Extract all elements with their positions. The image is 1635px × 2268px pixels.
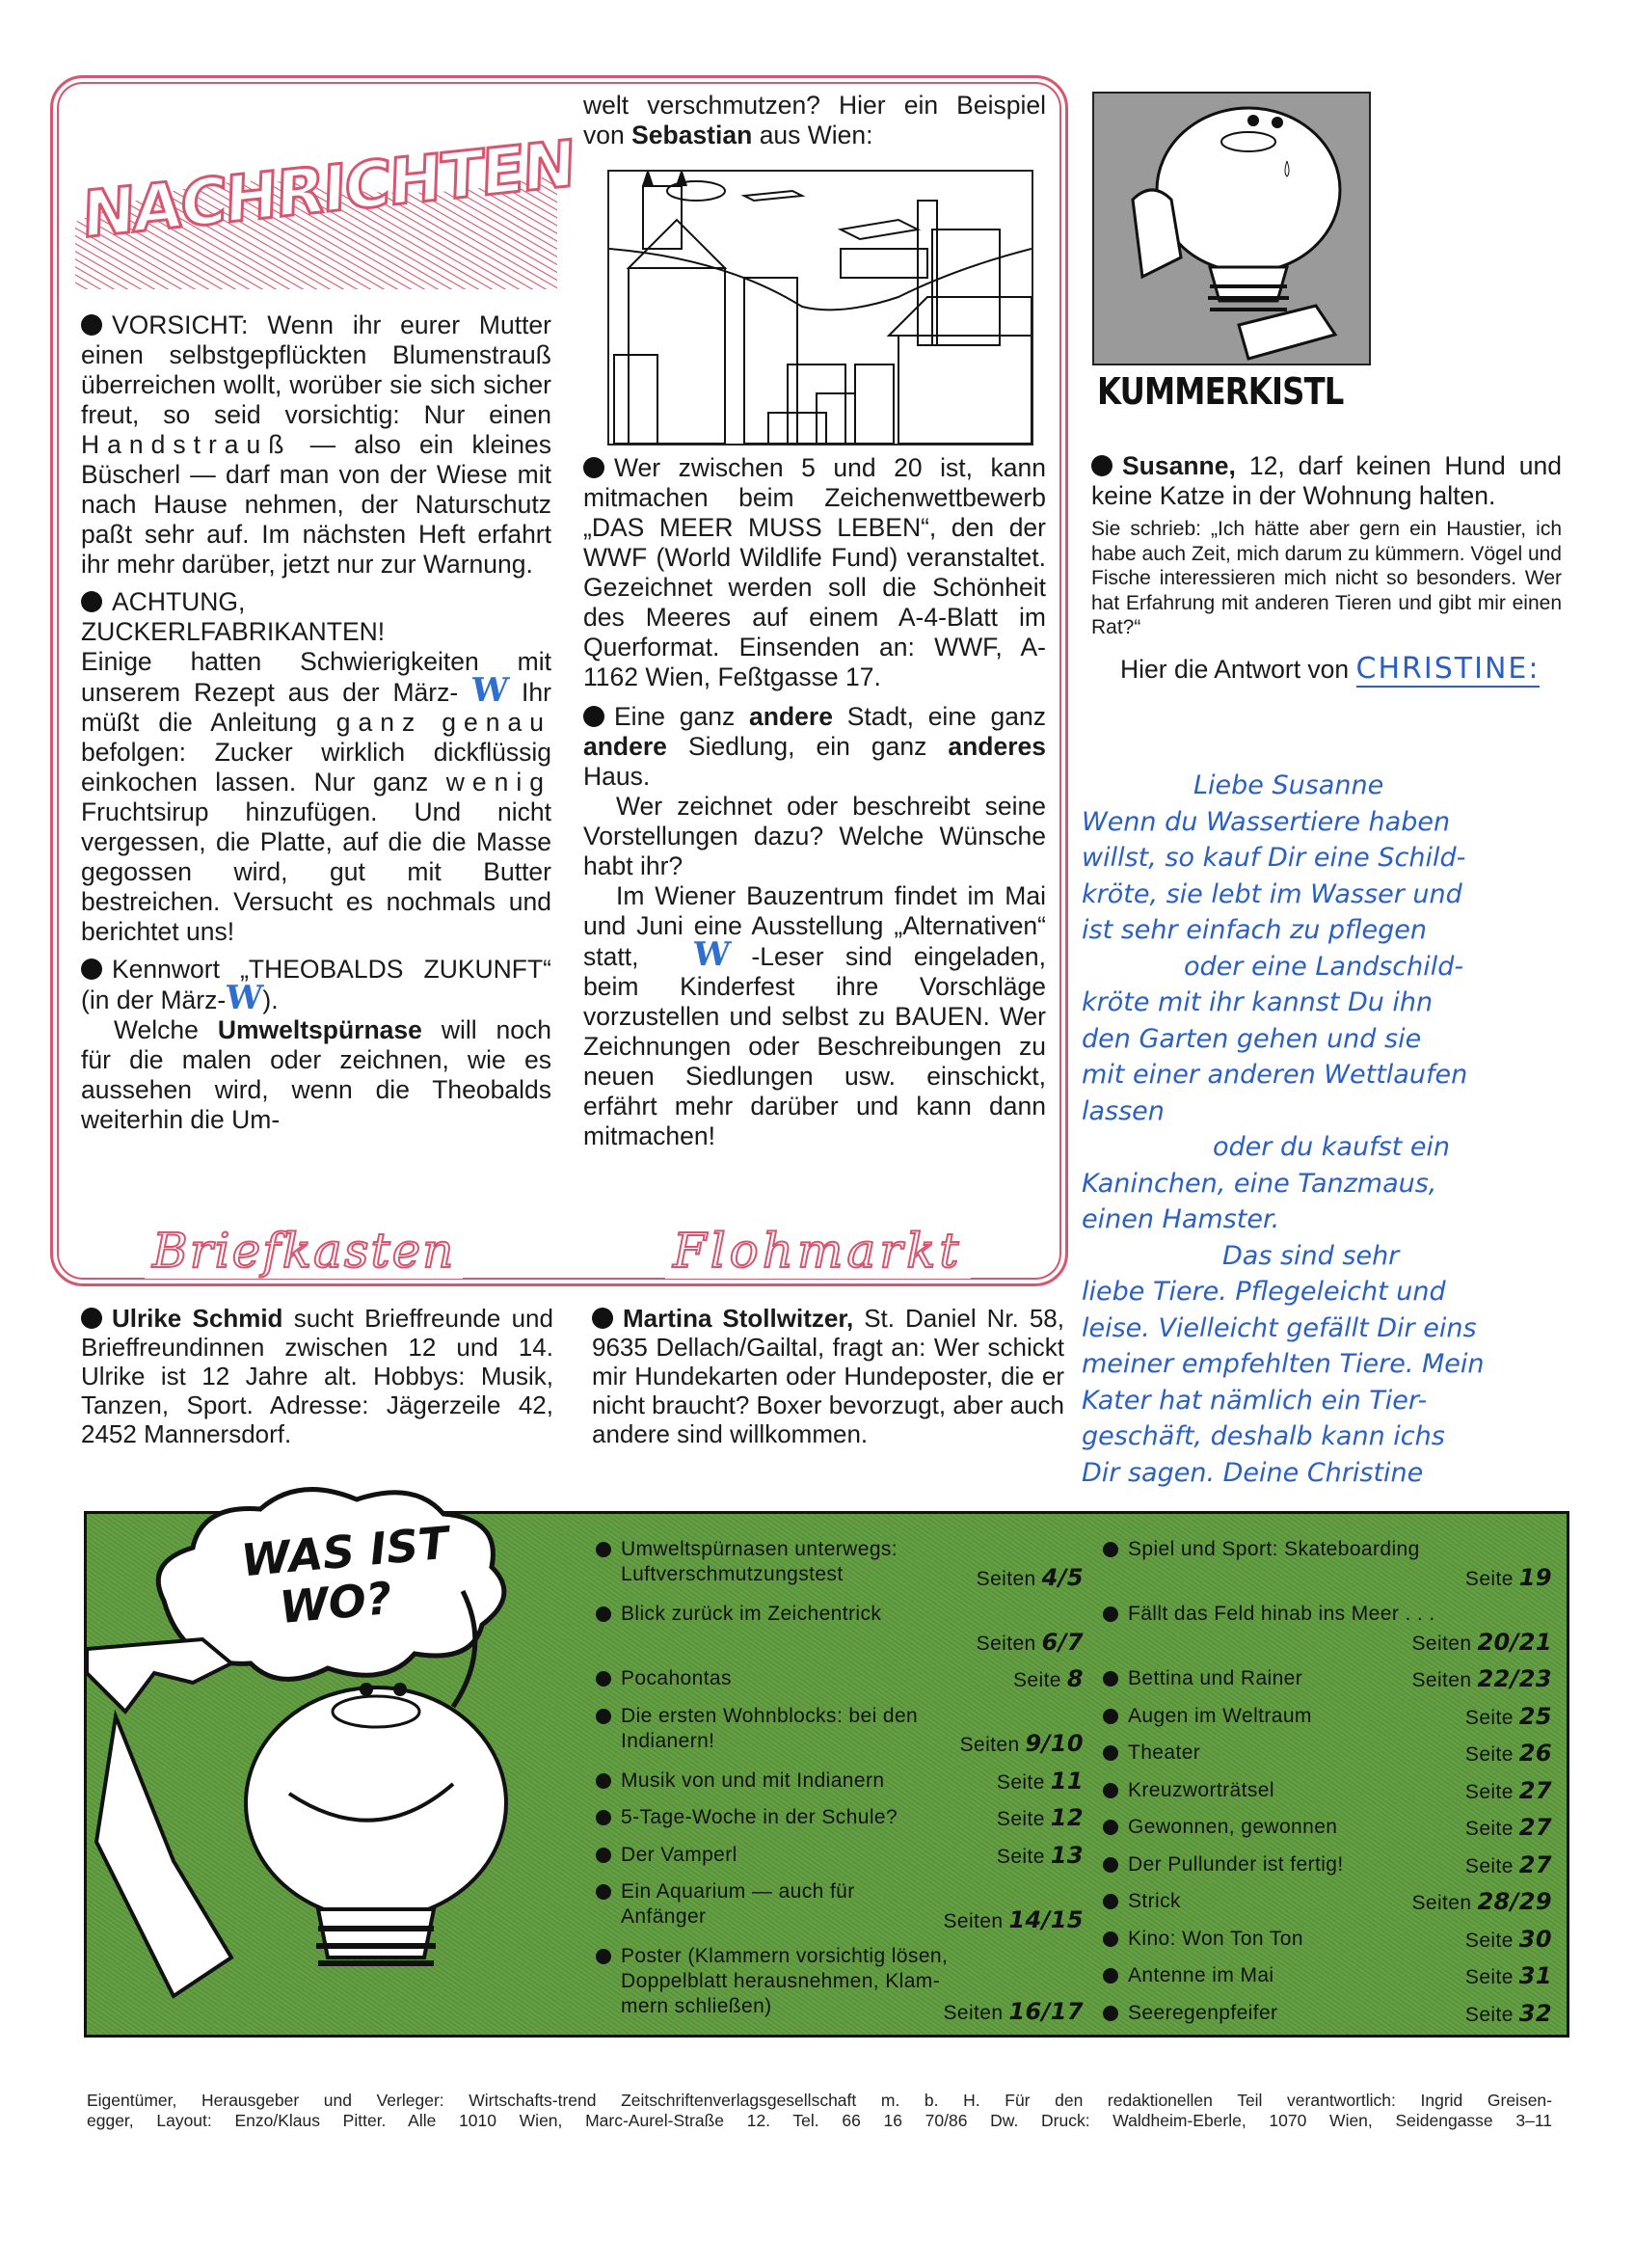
toc-entry-title: Antenne im Mai <box>1128 1964 1274 1986</box>
wwf-item: Wer zwischen 5 und 20 ist, kann mitmachen beim Zeichenwettbewerb „DAS MEER MUSS LEBEN“, den der WWF (World Wildlife Fund) veranstaltet. Gezeichnet werden soll die Schönheit des Meeres auf einem A-4-Blatt im Querformat. Einsenden an: WWF, A-1162 Wien, Feßtgasse 17. <box>583 453 1046 691</box>
toc-page-label: Seite <box>1464 1966 1514 1988</box>
toc-page-number: 25 <box>1518 1702 1552 1730</box>
handwritten-letter <box>1078 768 1579 1491</box>
nachrichten-col2-body <box>583 453 1046 1151</box>
toc-entry-title: mern schließen) <box>621 1995 772 2017</box>
bullet-icon <box>596 1949 611 1964</box>
toc-page-number: 12 <box>1050 1804 1084 1831</box>
flohmarkt-item: Martina Stollwitzer, St. Daniel Nr. 58, 9635 Dellach/Gailtal, fragt an: Wer schickt mir Hundekarten oder Hundeposter, die er nicht braucht? Boxer bevorzugt, aber auch andere sind willkommen. <box>592 1304 1064 1448</box>
letter-line: liebe Tiere. Pflegeleicht und <box>1082 1277 1446 1307</box>
toc-entry[interactable] <box>1128 1889 1552 1917</box>
bullet-icon <box>1091 455 1112 476</box>
toc-entry-title: Doppelblatt herausnehmen, Klam- <box>621 1970 941 1992</box>
bullet-icon <box>1103 2006 1118 2021</box>
toc-entry-title: Umweltspürnasen unterwegs: <box>621 1538 898 1560</box>
toc-page-number: 30 <box>1518 1925 1552 1953</box>
toc-page-label: Seite <box>1464 1567 1514 1590</box>
impressum-line1: Eigentümer, Herausgeber und Verleger: Wirtschafts-trend Zeitschriftenverlagsgesellschaft m. b. H. Für den redaktionellen Teil verantwortlich: Ingrid Greisen- <box>87 2091 1552 2110</box>
toc-entry[interactable] <box>621 1537 1084 1592</box>
toc-page-label: Seiten <box>943 1909 1004 1932</box>
letter-line: kröte, sie lebt im Wasser und <box>1082 878 1462 909</box>
toc-entry[interactable] <box>1128 1927 1552 1955</box>
toc-entry-title: Ein Aquarium — auch für <box>621 1880 855 1903</box>
impressum <box>87 2091 1552 2131</box>
bullet-icon <box>1103 1745 1118 1761</box>
toc-page-number: 11 <box>1050 1767 1084 1795</box>
w-logo: W <box>690 935 733 974</box>
toc-page-label: Seite <box>1464 1706 1514 1729</box>
toc-page-label: Seite <box>1013 1669 1061 1691</box>
letter-line: Liebe Susanne <box>1193 770 1384 800</box>
toc-page-label: Seite <box>1464 2003 1514 2026</box>
toc-page-label: Seite <box>1464 1818 1514 1840</box>
toc-page-label: Seiten <box>943 2002 1004 2024</box>
toc-entry-title: Bettina und Rainer <box>1128 1667 1303 1689</box>
toc-entry-title: Die ersten Wohnblocks: bei den <box>621 1704 919 1727</box>
toc-page-number: 27 <box>1518 1814 1552 1841</box>
bullet-icon <box>81 591 102 612</box>
nachrichten-title-text: NACHRICHTEN <box>81 125 576 254</box>
toc-entry-title: Blick zurück im Zeichentrick <box>621 1603 882 1625</box>
toc-page-number: 4/5 <box>1041 1563 1084 1591</box>
letter-line: Kaninchen, eine Tanzmaus, <box>1082 1168 1437 1199</box>
bullet-icon <box>596 1810 611 1825</box>
wer-zeichnet-text: Wer zeichnet oder beschreibt seine Vorstellungen dazu? Welche Wünsche habt ihr? <box>583 792 1046 880</box>
sebastian-intro: welt verschmutzen? Hier ein Beispiel von Sebastian aus Wien: <box>583 91 1046 149</box>
bubble-text-line2: WO? <box>277 1572 394 1634</box>
toc-entry[interactable] <box>1128 2001 1552 2029</box>
toc-page-number: 13 <box>1050 1841 1084 1869</box>
toc-page-number: 26 <box>1518 1740 1552 1767</box>
susanne-item: Susanne, 12, darf keinen Hund und keine Katze in der Wohnung halten. <box>1091 451 1563 510</box>
nachrichten-col1 <box>81 310 551 1135</box>
vorsicht-item: VORSICHT: Wenn ihr eurer Mutter einen selbstgepflückten Blumenstrauß überreichen wollt, worüber sie sich sicher freut, so seid vorsichtig: Nur einen Handstrauß — also ein kleines Büscherl — darf man von der Wiese mit nach Hause nehmen, der Naturschutz paßt sehr auf. Im nächsten Heft erfahrt ihr mehr darüber, jetzt nur zur Warnung. <box>81 310 551 579</box>
toc-page-number: 27 <box>1518 1850 1552 1878</box>
toc-page-number: 6/7 <box>1041 1628 1084 1656</box>
toc-entry-title: Der Pullunder ist fertig! <box>1128 1852 1344 1876</box>
toc-page-number: 20/21 <box>1477 1628 1552 1656</box>
bullet-icon <box>1103 1968 1118 1984</box>
bullet-icon <box>596 1709 611 1724</box>
umweltspuernase-item: Welche Umweltspürnase will noch für die malen oder zeichnen, wie es aussehen wird, wenn die Theobalds weiterhin die Um- <box>81 1015 551 1134</box>
toc-entry[interactable] <box>621 1768 1084 1796</box>
answer-intro: Hier die Antwort von CHRISTINE: <box>1120 651 1541 686</box>
bullet-icon <box>583 457 604 478</box>
bauzentrum-text: Im Wiener Bauzentrum findet im Mai und Juni eine Ausstellung „Alternativen“ statt, W -Leser sind eingeladen, beim Kinderfest ihre Vorschläge vorzustellen und selbst zu BAUEN. Wer Zeichnungen oder Beschreibungen zu neuen Siedlungen usw. einschickt, erfährt mehr darüber und kann dann mitmachen! <box>583 881 1046 1150</box>
toc-entry-title: Fällt das Feld hinab ins Meer . . . <box>1128 1603 1435 1625</box>
kummerkistl-body <box>1091 451 1562 685</box>
toc-entry[interactable] <box>621 1843 1084 1871</box>
toc-entry[interactable] <box>1128 1602 1552 1657</box>
toc-page-label: Seiten <box>959 1734 1020 1756</box>
nachrichten-col2 <box>583 91 1046 150</box>
toc-entry[interactable] <box>621 1704 1084 1759</box>
toc-entry[interactable] <box>1128 1815 1552 1843</box>
flohmarkt-heading: Flohmarkt <box>665 1223 971 1279</box>
toc-entry-title: Seeregenpfeifer <box>1128 2001 1278 2024</box>
w-logo: W <box>224 979 265 1017</box>
toc-entry-title: Augen im Weltraum <box>1128 1704 1312 1727</box>
toc-entry[interactable] <box>1128 1963 1552 1991</box>
toc-page-number: 27 <box>1518 1776 1552 1804</box>
letter-line: Dir sagen. Deine Christine <box>1082 1457 1424 1488</box>
toc-entry-title: Indianern! <box>621 1729 715 1752</box>
child-drawing-city <box>607 170 1033 446</box>
letter-line: kröte mit ihr kannst Du ihn <box>1082 987 1434 1017</box>
kummerkistl-illustration <box>1092 92 1371 365</box>
toc-entry-title: Gewonnen, gewonnen <box>1128 1816 1338 1838</box>
toc-page-number: 19 <box>1518 1563 1552 1591</box>
crying-bulb-character <box>1094 94 1369 364</box>
toc-page-number: 9/10 <box>1025 1730 1084 1757</box>
letter-line: ist sehr einfach zu pflegen <box>1082 915 1427 945</box>
toc-entry-title: Musik von und mit Indianern <box>621 1768 885 1792</box>
christine-name: CHRISTINE: <box>1355 651 1541 686</box>
letter-line: oder du kaufst ein <box>1213 1132 1451 1162</box>
toc-entry-title: Theater <box>1128 1742 1201 1764</box>
letter-line: meiner empfehlten Tiere. Mein <box>1082 1349 1485 1379</box>
bullet-icon <box>1103 1671 1118 1687</box>
impressum-line2: egger, Layout: Enzo/Klaus Pitter. Alle 1010 Wien, Marc-Aurel-Straße 12. Tel. 66 16 70/86 Dw. Druck: Waldheim-Eberle, 1070 Wien, Seidengasse 3–11 <box>87 2111 1552 2130</box>
toc-page-label: Seite <box>996 1808 1045 1830</box>
achtung-body: Einige hatten Schwierigkeiten mit unserem Rezept aus der März- W Ihr müßt die Anleitung ganz genau befolgen: Zucker wirklich dickflüssig einkochen lassen. Nur ganz wenig Fruchtsirup hinzufügen. Und nicht vergessen, die Platte, auf die die Masse gegossen wird, gut mit Butter bestreichen. Versucht es nochmals und berichtet uns! <box>81 647 551 946</box>
bullet-icon <box>1103 1857 1118 1873</box>
toc-entry[interactable] <box>621 1879 1084 1934</box>
toc-entry-title: Strick <box>1128 1890 1181 1912</box>
toc-page-label: Seite <box>1464 1780 1514 1803</box>
toc-page-number: 8 <box>1066 1665 1084 1692</box>
kennwort-item: Kennwort „THEOBALDS ZUKUNFT“ (in der März-W). <box>81 955 551 1017</box>
bullet-icon <box>592 1308 613 1329</box>
toc-page-label: Seiten <box>1411 1632 1472 1655</box>
toc-entry-title: 5-Tage-Woche in der Schule? <box>621 1806 898 1828</box>
bullet-icon <box>596 1671 611 1687</box>
toc-entry[interactable] <box>621 1805 1084 1833</box>
letter-line: lassen <box>1082 1095 1165 1126</box>
toc-entry[interactable] <box>1128 1778 1552 1806</box>
toc-entry-title: Pocahontas <box>621 1667 732 1689</box>
toc-entry[interactable] <box>1128 1704 1552 1732</box>
toc-page-label: Seite <box>996 1770 1045 1794</box>
kummerkistl-title: KUMMERKISTL <box>1097 370 1344 413</box>
toc-page-number: 16/17 <box>1008 1998 1084 2025</box>
letter-line: einen Hamster. <box>1082 1204 1280 1234</box>
bullet-icon <box>81 314 102 336</box>
toc-page-label: Seiten <box>976 1632 1036 1655</box>
toc-page-number: 31 <box>1518 1962 1552 1989</box>
bullet-icon <box>1103 1894 1118 1909</box>
toc-entry[interactable] <box>1128 1852 1552 1880</box>
letter-line: leise. Vielleicht gefällt Dir eins <box>1082 1312 1477 1343</box>
letter-line: Wenn du Wassertiere haben <box>1082 806 1451 837</box>
bullet-icon <box>596 1606 611 1622</box>
letter-line: Kater hat nämlich ein Tier- <box>1082 1385 1428 1416</box>
toc-entry[interactable] <box>1128 1537 1552 1592</box>
toc-entry[interactable] <box>621 1666 1084 1694</box>
toc-entry[interactable] <box>1128 1741 1552 1768</box>
letter-line: oder eine Landschild- <box>1184 951 1464 982</box>
toc-entry-title: Luftverschmutzungstest <box>621 1563 844 1585</box>
toc-page-label: Seite <box>996 1845 1045 1868</box>
bullet-icon <box>583 706 604 727</box>
bullet-icon <box>596 1848 611 1863</box>
letter-line: geschäft, deshalb kann ichs <box>1082 1421 1445 1451</box>
toc-page-label: Seiten <box>1411 1669 1472 1691</box>
bullet-icon <box>596 1884 611 1900</box>
toc-entry-title: Poster (Klammern vorsichtig lösen, <box>621 1945 949 1967</box>
toc-page-label: Seite <box>1464 1743 1514 1766</box>
letter-line: Das sind sehr <box>1222 1240 1400 1271</box>
toc-entry[interactable] <box>1128 1666 1552 1694</box>
toc-entry[interactable] <box>621 1944 1084 2027</box>
bullet-icon <box>81 958 102 980</box>
toc-page-label: Seite <box>1464 1854 1514 1877</box>
toc-page-number: 14/15 <box>1008 1905 1084 1933</box>
achtung-item: ACHTUNG, ZUCKERLFABRIKANTEN! <box>81 587 386 646</box>
andere-stadt-item: Eine ganz andere Stadt, eine ganz andere Siedlung, ein ganz anderes Haus. <box>583 702 1047 791</box>
bullet-icon <box>81 1308 102 1329</box>
susanne-quote: Sie schrieb: „Ich hätte aber gern ein Haustier, ich habe auch Zeit, mich darum zu kümmern. Vögel und Fische interessieren mich nicht so besonders. Wer hat Erfahrung mit anderen Tieren und gibt mir einen Rat?“ <box>1091 518 1562 638</box>
toc-page-label: Seiten <box>1411 1892 1472 1914</box>
toc-entry-title: Spiel und Sport: Skateboarding <box>1128 1538 1420 1560</box>
bullet-icon <box>1103 1783 1118 1798</box>
bullet-icon <box>596 1542 611 1557</box>
toc-entry-title: Kreuzworträtsel <box>1128 1778 1274 1801</box>
toc-entry[interactable] <box>621 1602 1084 1657</box>
toc-page-label: Seite <box>1464 1929 1514 1952</box>
letter-line: mit einer anderen Wettlaufen <box>1082 1060 1468 1090</box>
toc-entry-title: Kino: Won Ton Ton <box>1128 1927 1303 1950</box>
briefkasten-item: Ulrike Schmid sucht Brieffreunde und Brieffreundinnen zwischen 12 und 14. Ulrike ist 12 Jahre alt. Hobbys: Musik, Tanzen, Sport. Adresse: Jägerzeile 42, 2452 Mannersdorf. <box>81 1304 553 1448</box>
toc-entry-title: Der Vamperl <box>621 1843 737 1866</box>
toc-entry-title: Anfänger <box>621 1905 707 1928</box>
toc-page-number: 22/23 <box>1477 1665 1552 1692</box>
briefkasten-heading: Briefkasten <box>145 1223 463 1279</box>
bullet-icon <box>1103 1606 1118 1622</box>
toc-page-number: 32 <box>1518 1999 1552 2027</box>
nachrichten-title <box>75 125 576 289</box>
bullet-icon <box>1103 1709 1118 1724</box>
bullet-icon <box>1103 1542 1118 1557</box>
toc-page-number: 28/29 <box>1477 1888 1552 1915</box>
toc-page-label: Seiten <box>976 1567 1036 1590</box>
bullet-icon <box>1103 1931 1118 1947</box>
bullet-icon <box>596 1773 611 1789</box>
bubble-text-line1: WAS IST <box>239 1516 451 1587</box>
letter-line: willst, so kauf Dir eine Schild- <box>1082 843 1466 873</box>
letter-line: den Garten gehen und sie <box>1082 1023 1422 1054</box>
toc-character <box>87 1475 588 2032</box>
bullet-icon <box>1103 1820 1118 1835</box>
letter-lines <box>1078 768 1579 1491</box>
w-logo: W <box>469 671 511 710</box>
